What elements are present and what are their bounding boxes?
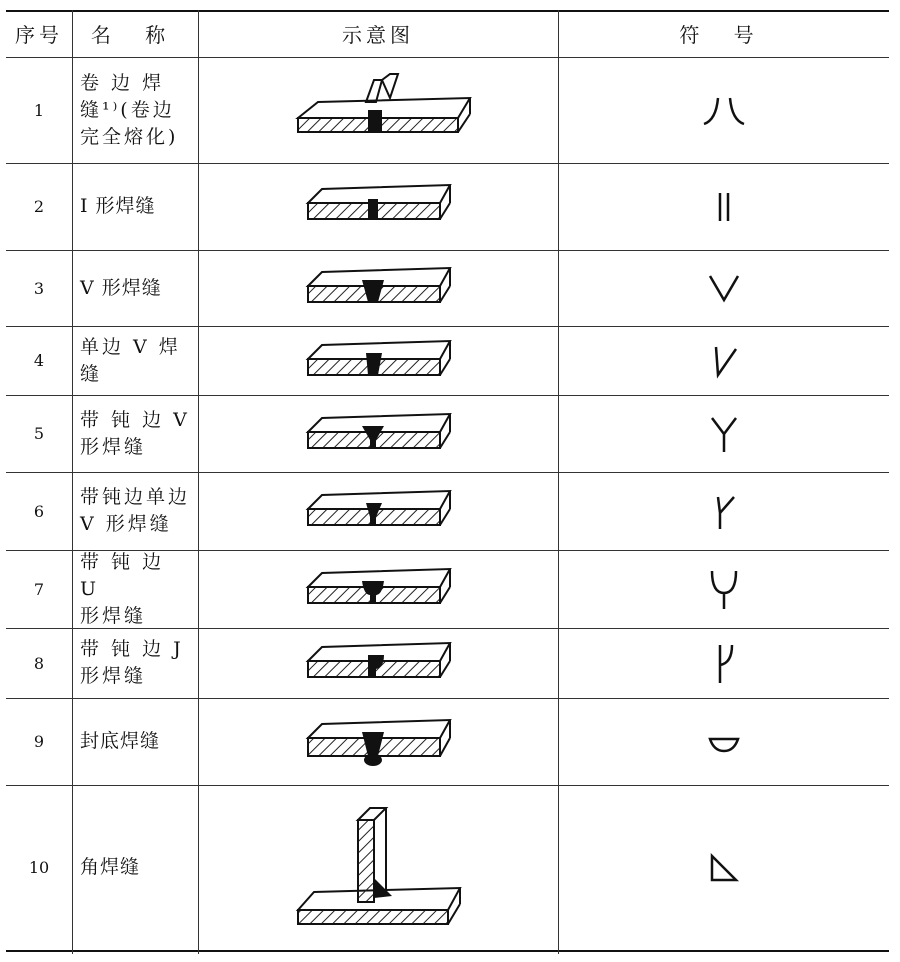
- weld-name: 封底焊缝: [80, 730, 161, 752]
- weld-name: 单边 V 焊 缝: [80, 335, 181, 385]
- header-diagram: 示意图: [342, 23, 414, 47]
- row-index: 10: [28, 858, 50, 877]
- flanged-butt-weld-diagram: [198, 57, 558, 163]
- table-bottom-rule: [6, 950, 889, 952]
- weld-name: 带 钝 边 V 形焊缝: [80, 408, 190, 458]
- row-index: 3: [33, 278, 45, 298]
- header-index: 序号: [15, 23, 63, 47]
- single-bevel-root-face-weld-diagram: [198, 472, 558, 550]
- j-groove-weld-diagram: [198, 628, 558, 698]
- u-groove-weld-diagram: [198, 550, 558, 628]
- square-weld-symbol: [558, 163, 889, 250]
- weld-name: 卷 边 焊 缝¹⁾(卷边 完全熔化): [80, 71, 179, 148]
- header-symbol: 符 号: [679, 23, 768, 47]
- v-groove-weld-diagram: [198, 250, 558, 326]
- flanged-weld-symbol: [558, 57, 889, 163]
- single-bevel-weld-diagram: [198, 326, 558, 395]
- row-index: 1: [33, 100, 45, 120]
- backing-weld-diagram: [198, 698, 558, 785]
- row-index: 6: [33, 501, 45, 521]
- fillet-weld-diagram: [198, 785, 558, 950]
- row-index: 7: [33, 579, 45, 599]
- u-weld-symbol: [558, 550, 889, 628]
- row-index: 8: [33, 653, 45, 673]
- weld-name: V 形焊缝: [80, 276, 162, 299]
- weld-name: I 形焊缝: [80, 195, 156, 217]
- backing-weld-symbol: [558, 698, 889, 785]
- weld-symbol-table: [6, 10, 889, 954]
- row-index: 2: [33, 197, 45, 216]
- weld-name: 带钝边单边 V 形焊缝: [80, 486, 191, 535]
- half-y-weld-symbol: [558, 472, 889, 550]
- weld-name: 角焊缝: [80, 856, 141, 878]
- y-groove-weld-diagram: [198, 395, 558, 472]
- v-weld-symbol: [558, 250, 889, 326]
- y-weld-symbol: [558, 395, 889, 472]
- row-index: 4: [33, 351, 45, 370]
- weld-name: 带 钝 边 J 形焊缝: [80, 638, 184, 687]
- weld-name: 带 钝 边 U 形焊缝: [80, 550, 165, 627]
- fillet-weld-symbol: [558, 785, 889, 950]
- square-butt-weld-diagram: [198, 163, 558, 250]
- row-index: 5: [33, 424, 45, 443]
- j-weld-symbol: [558, 628, 889, 698]
- row-index: 9: [33, 732, 45, 751]
- single-bevel-weld-symbol: [558, 326, 889, 395]
- header-name: 名 称: [90, 23, 180, 47]
